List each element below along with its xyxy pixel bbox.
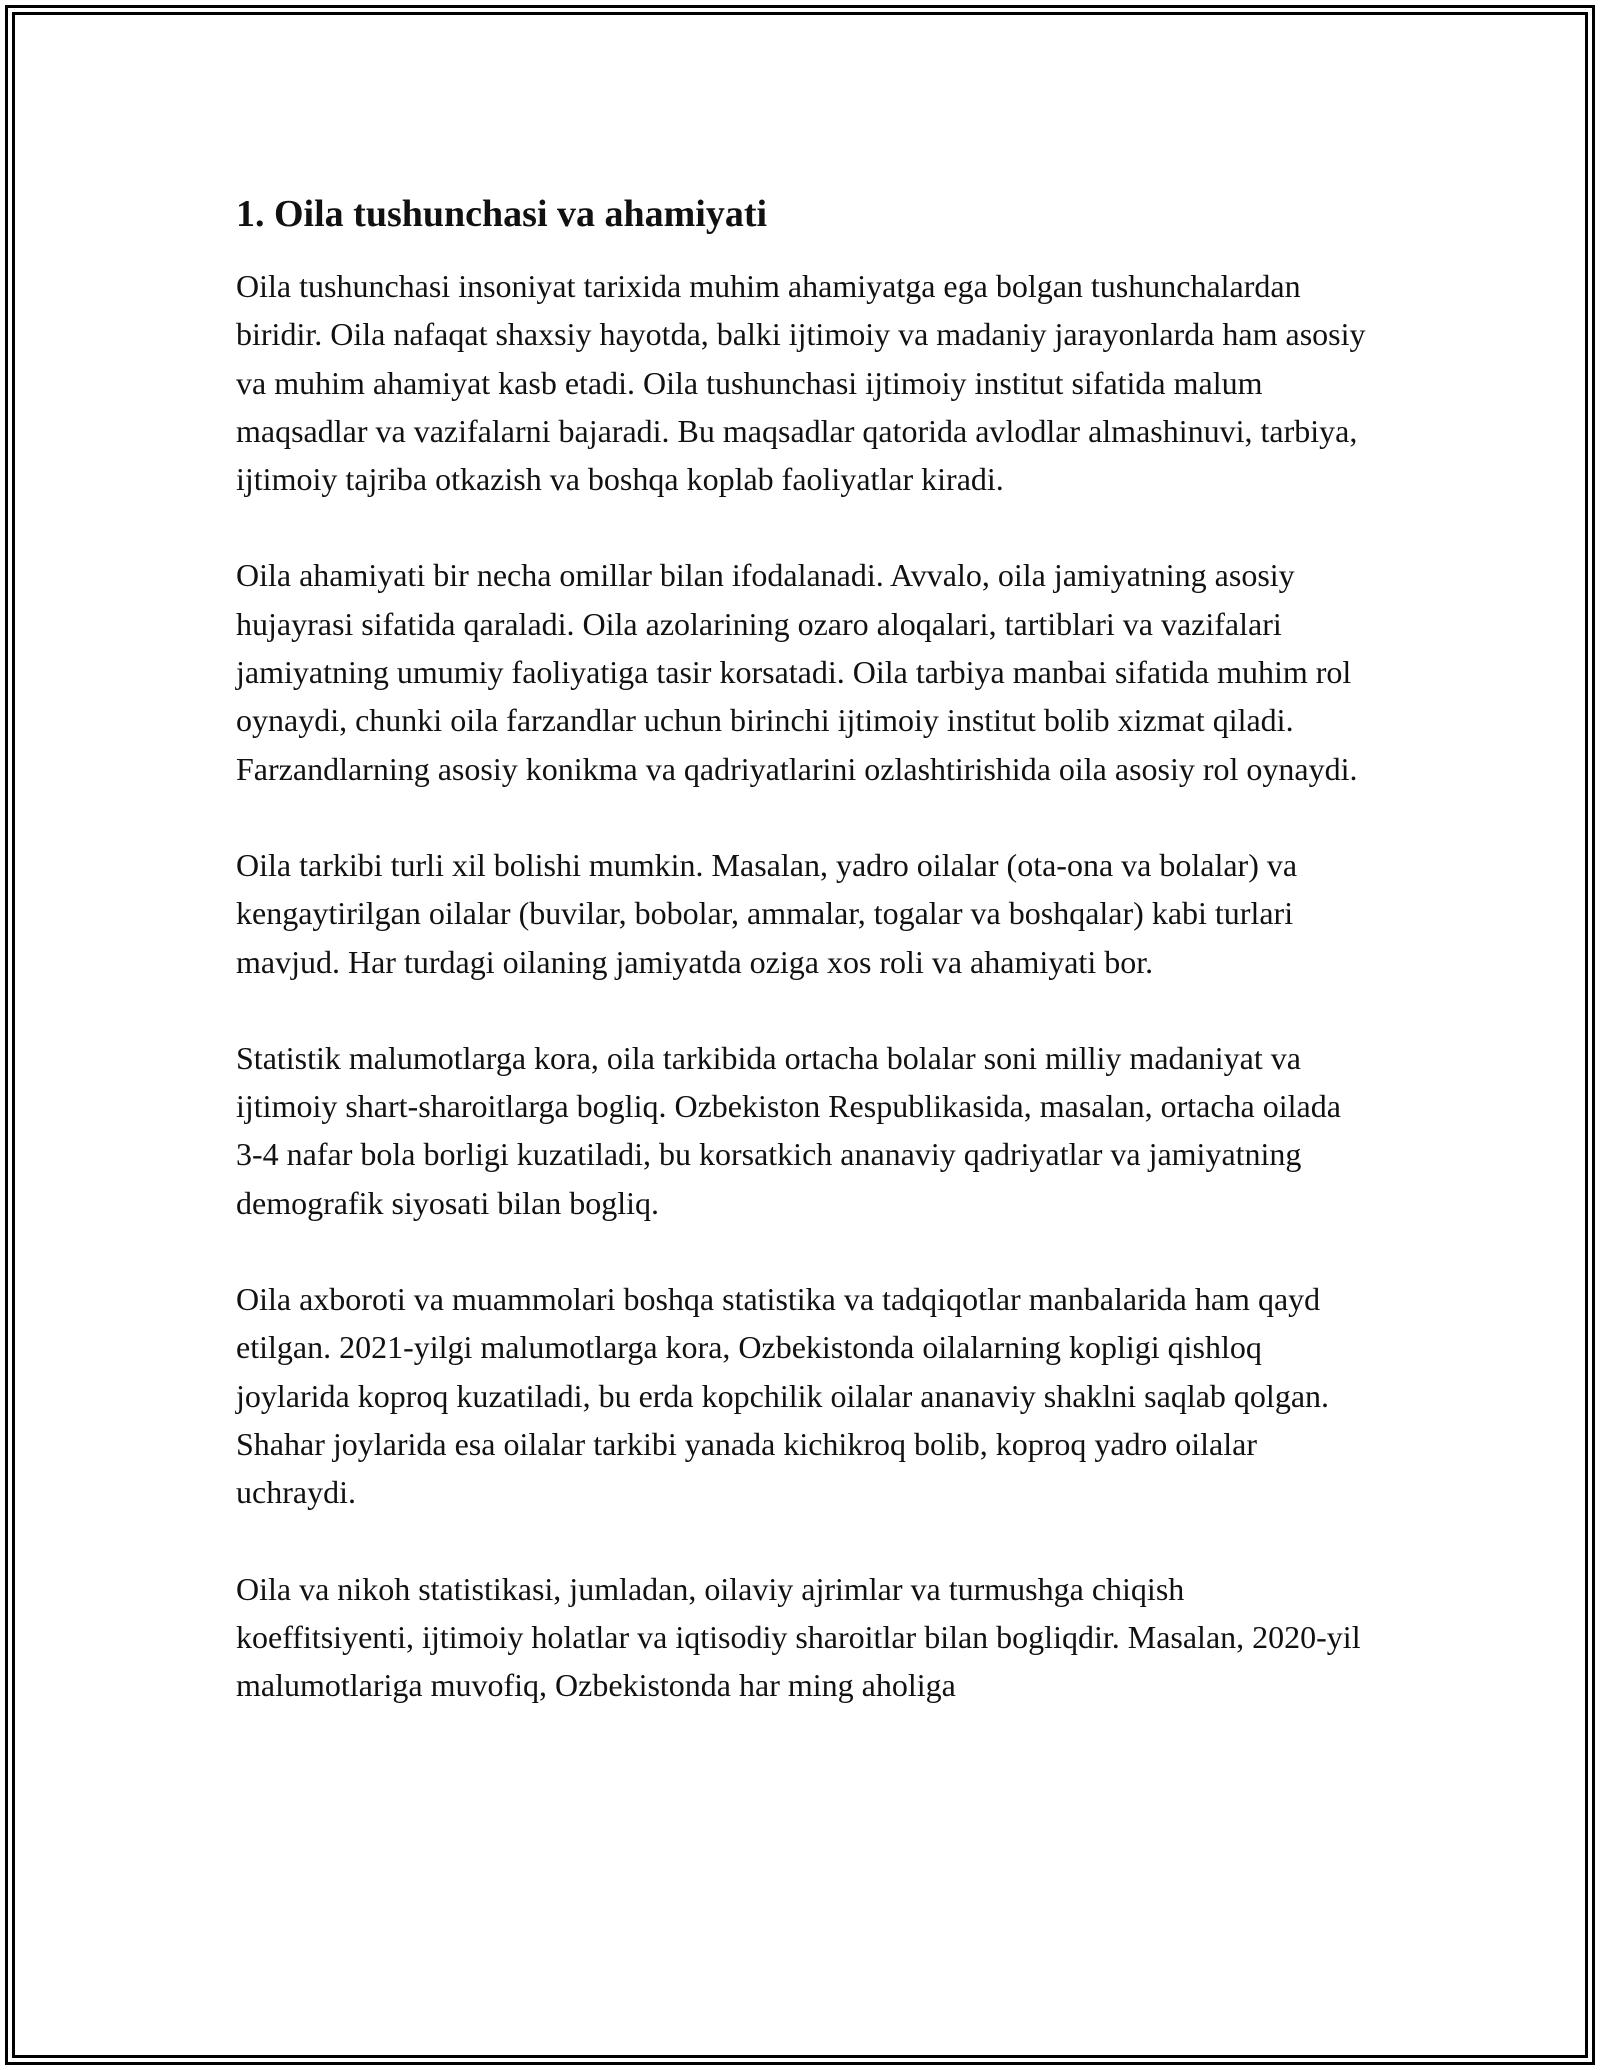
paragraph-urban-rural: Oila axboroti va muammolari boshqa statistika va tadqiqotlar manbalarida ham qayd etilgan. 2021-yilgi malumotlarga kora, Ozbekistonda oilalarning kopligi qishloq joylarida koproq kuzatiladi, bu erda kopchilik oilalar ananaviy shaklni saqlab qolgan. Shahar joylarida esa oilalar tarkibi yanada kichikroq bolib, koproq yadro oilalar uchraydi. — [236, 1281, 1330, 1511]
document-body — [236, 186, 1368, 1757]
section-heading: 1. Oila tushunchasi va ahamiyati — [236, 193, 768, 235]
paragraph-concept: Oila tushunchasi insoniyat tarixida muhim ahamiyatga ega bolgan tushunchalardan biridir. Oila nafaqat shaxsiy hayotda, balki ijtimoiy va madaniy jarayonlarda ham asosiy va muhim ahamiyat kasb etadi. Oila tushunchasi ijtimoiy institut sifatida malum maqsadlar va vazifalarni bajaradi. Bu maqsadlar qatorida avlodlar almashinuvi, tarbiya, ijtimoiy tajriba otkazish va boshqa koplab faoliyatlar kiradi. — [236, 268, 1366, 498]
paragraph-statistics: Statistik malumotlarga kora, oila tarkibida ortacha bolalar soni milliy madaniyat va ijtimoiy shart-sharoitlarga bogliq. Ozbekiston Respublikasida, masalan, ortacha oilada 3-4 nafar bola borligi kuzatiladi, bu korsatkich ananaviy qadriyatlar va jamiyatning demografik siyosati bilan bogliq. — [236, 1039, 1341, 1221]
paragraph-family-types: Oila tarkibi turli xil bolishi mumkin. Masalan, yadro oilalar (ota-ona va bolalar) va kengaytirilgan oilalar (buvilar, bobolar, ammalar, togalar va boshqalar) kabi turlari mavjud. Har turdagi oilaning jamiyatda oziga xos roli va ahamiyati bor. — [236, 846, 1298, 980]
paragraph-importance: Oila ahamiyati bir necha omillar bilan ifodalanadi. Avvalo, oila jamiyatning asosiy hujayrasi sifatida qaraladi. Oila azolarining ozaro aloqalari, tartiblari va vazifalari jamiyatning umumiy faoliyatiga tasir korsatadi. Oila tarbiya manbai sifatida muhim rol oynaydi, chunki oila farzandlar uchun birinchi ijtimoiy institut bolib xizmat qiladi. Farzandlarning asosiy konikma va qadriyatlarini ozlashtirishida oila asosiy rol oynaydi. — [236, 557, 1358, 787]
paragraph-marriage-statistics: Oila va nikoh statistikasi, jumladan, oilaviy ajrimlar va turmushga chiqish koeffitsiyenti, ijtimoiy holatlar va iqtisodiy sharoitlar bilan bogliqdir. Masalan, 2020-yil malumotlariga muvofiq, Ozbekistonda har ming aholiga — [236, 1570, 1361, 1704]
